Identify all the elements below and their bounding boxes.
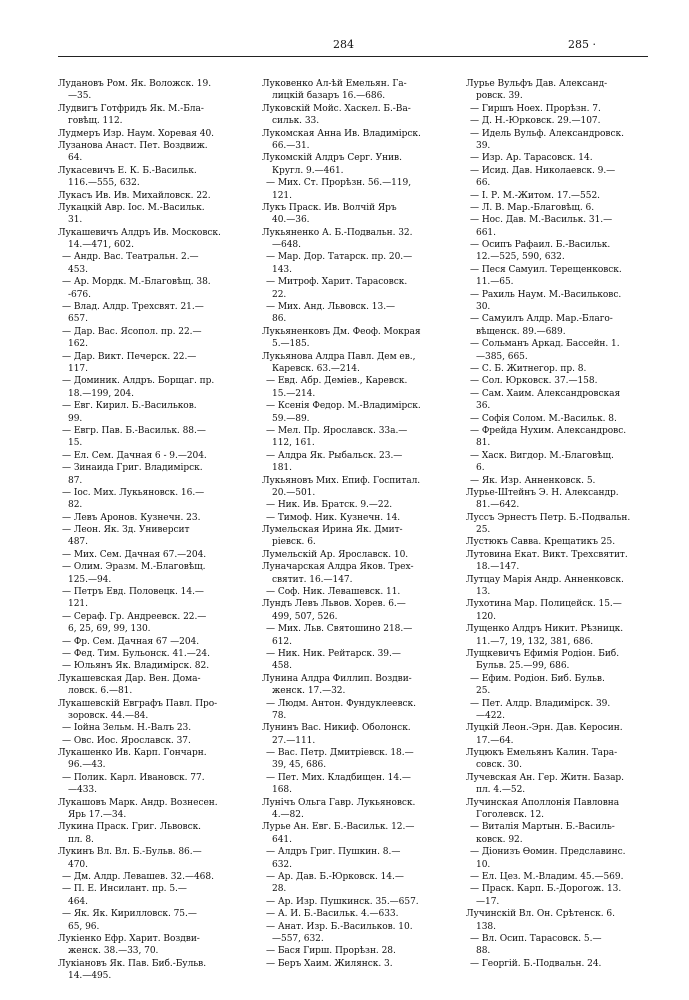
continuation-line: 5.—185. [272,339,310,350]
sub-entry-line: — Изр. Ар. Тарасовск. 14. [470,153,593,164]
sub-entry-line: — Митроф. Харит. Тарасовск. [266,277,408,288]
sub-entry-line: — Леон. Як. Зд. Университ [62,525,190,536]
sub-entry-line: — Ник. Ив. Братск. 9.—22. [266,500,393,511]
continuation-line: 86. [272,314,287,325]
continuation-line: 30. [476,302,491,313]
continuation-line: 81. [476,438,491,449]
sub-entry-line: — Сам. Хаим. Александровская [470,388,621,399]
continuation-line: Бульв. 25.—99, 686. [476,661,570,672]
entry-line: Лучевская Ан. Гер. Житн. Базар. [466,772,624,783]
sub-entry-line: — А. И. Б.-Васильк. 4.—633. [266,909,399,920]
entry-line: Лукашевичъ Алдръ Ив. Московск. [58,227,221,238]
entry-line: Лукинъ Вл. Вл. Б.-Бульв. 86.— [58,847,202,858]
continuation-line: 120. [476,611,496,622]
continuation-line: сильк. 33. [272,116,320,127]
sub-entry-line: — Ефим. Родіон. Биб. Бульв. [470,673,605,684]
entry-line: Луковенко Ал-ѣй Емельян. Га- [262,79,407,89]
entry-line: Лукасъ Ив. Ив. Михайловск. 22. [58,190,211,201]
continuation-line: —422. [476,710,505,721]
entry-line: Лукашовъ Марк. Андр. Вознесен. [58,797,218,808]
entry-line: Лукина Праск. Григ. Львовск. [58,822,202,833]
continuation-line: 138. [476,921,496,932]
continuation-line: —648. [272,240,301,251]
sub-entry-line: — Сол. Юрковск. 37.—158. [470,376,598,387]
directory-column-3 [466,78,656,988]
continuation-line: 25. [476,525,491,536]
continuation-line: 641. [272,834,292,845]
continuation-line: 162. [68,339,88,350]
entry-line: Лудановъ Ром. Як. Воложск. 19. [58,79,212,89]
continuation-line: 99. [68,413,83,424]
entry-line: Лурье Ан. Евг. Б.-Васильк. 12.— [262,822,415,833]
sub-entry-line: — Мих. Льв. Святошино 218.— [266,624,413,635]
sub-entry-line: — Ксенія Федор. М.-Владимірск. [266,401,421,412]
sub-entry-line: — Исид. Дав. Николаевск. 9.— [470,165,616,176]
entry-line: Лукашевская Дар. Вен. Дома- [58,673,201,684]
entry-line: Лукіенко Ефр. Харит. Воздви- [58,933,200,944]
continuation-line: 39. [476,140,491,151]
sub-entry-line: — Мар. Дор. Татарск. пр. 20.— [266,252,413,263]
entry-line: Лукашенко Ив. Карп. Гончарн. [58,748,207,759]
continuation-line: 487. [68,537,88,548]
entry-line: Лунічъ Ольга Гавр. Лукьяновск. [262,797,416,808]
continuation-line: 121. [272,190,292,201]
continuation-line: —17. [476,896,500,907]
continuation-line: говѣщ. 112. [68,116,123,127]
sub-entry-line: — Беръ Хаим. Жилянск. 3. [266,958,393,969]
sub-entry-line: — Гиршъ Ноех. Прорѣзн. 7. [470,103,601,114]
continuation-line: 87. [68,475,83,486]
entry-line: Лутовина Екат. Викт. Трехсвятит. [466,549,628,560]
continuation-line: 15. [68,438,83,449]
entry-line: Лукьяновъ Мих. Епиф. Госпитал. [262,475,421,486]
continuation-line: 66. [476,178,491,189]
continuation-line: пл. 4.—52. [476,785,526,796]
sub-entry-line: — Фрейда Нухим. Александровс. [470,425,627,436]
continuation-line: 15.—214. [272,388,316,399]
entry-line: Лукомскій Алдръ Серг. Унив. [262,153,402,164]
sub-entry-line: — І. Р. М.-Житом. 17.—552. [470,190,600,201]
entry-line: Лукасевичъ Е. К. Б.-Васильк. [58,165,197,176]
entry-line: Лудвигъ Готфридъ Як. М.-Бла- [58,103,204,114]
entry-line: Лустюкъ Савва. Крещатикъ 25. [466,537,616,548]
continuation-line: —385, 665. [476,351,528,362]
sub-entry-line: — Доминик. Алдръ. Борщаг. пр. [62,376,215,387]
entry-line: Лутцау Марія Андр. Анненковск. [466,574,624,585]
continuation-line: Каревск. 63.—214. [272,363,360,374]
continuation-line: 59.—89. [272,413,310,424]
sub-entry-line: — Вас. Петр. Дмитріевск. 18.— [266,748,414,759]
entry-line: Лукьяненковъ Дм. Феоф. Мокрая [262,326,421,337]
continuation-line: 20.—501. [272,487,316,498]
header-rule [58,56,648,57]
sub-entry-line: — Як. Як. Кирилловск. 75.— [62,909,197,920]
entry-line: Луцюкъ Емельянъ Калин. Тара- [466,748,618,759]
entry-line: Лучинскій Вл. Он. Срѣтенск. 6. [466,909,615,920]
continuation-line: женск. 38.—33, 70. [68,946,159,957]
continuation-line: совск. 30. [476,760,522,771]
continuation-line: 13. [476,587,491,598]
sub-entry-line: — Хаск. Вигдор. М.-Благовѣщ. [470,450,614,461]
continuation-line: 612. [272,636,292,647]
entry-line: Лумельская Ирина Як. Дмит- [262,525,403,536]
sub-entry-line: — Пет. Мих. Кладбищен. 14.— [266,772,411,783]
continuation-line: 10. [476,859,491,870]
sub-entry-line: — Бася Гирш. Прорѣзн. 28. [266,946,396,957]
sub-entry-line: — Влад. Алдр. Трехсвят. 21.— [62,302,204,313]
continuation-line: 31. [68,215,83,226]
sub-entry-line: — Праск. Карп. Б.-Дорогож. 13. [470,884,622,895]
sub-entry-line: — Л. В. Мар.-Благовѣщ. 6. [470,202,595,213]
continuation-line: 143. [272,264,292,275]
continuation-line: 11.—7, 19, 132, 381, 686. [476,636,594,647]
continuation-line: лицкій базаръ 16.—686. [272,91,386,102]
continuation-line: 18.—147. [476,562,520,573]
sub-entry-line: — Фед. Тим. Бульонск. 41.—24. [62,648,210,659]
sub-entry-line: — Дм. Алдр. Левашев. 32.—468. [62,872,214,882]
sub-entry-line: — Ел. Сем. Дачная 6 - 9.—204. [62,450,207,461]
continuation-line: 4.—82. [272,810,304,821]
sub-entry-line: — Петръ Евд. Половецк. 14.— [62,587,204,598]
sub-entry-line: — Полик. Карл. Ивановск. 77. [62,772,205,783]
continuation-line: 22. [272,289,287,300]
page-number-left: 284 [333,38,354,51]
sub-entry-line: — Дар. Викт. Печерск. 22.— [62,351,197,362]
continuation-line: ровск. 39. [476,91,523,102]
continuation-line: женск. 17.—32. [272,686,346,697]
continuation-line: 470. [68,859,88,870]
continuation-line: 27.—111. [272,735,316,746]
continuation-line: 657. [68,314,88,325]
sub-entry-line: — Песя Самуил. Терещенковск. [470,264,622,275]
continuation-line: 28. [272,884,287,895]
continuation-line: 458. [272,661,292,672]
sub-entry-line: — Софія Солом. М.-Васильк. 8. [470,413,617,424]
entry-line: Луначарская Алдра Яков. Трех- [262,562,414,573]
sub-entry-line: — Овс. Иос. Ярославск. 37. [62,735,191,746]
sub-entry-line: — Анат. Изр. Б.-Васильков. 10. [266,921,413,932]
continuation-line: 112, 161. [272,438,315,449]
entry-line: Лурье Вульфъ Дав. Александ- [466,79,608,89]
entry-line: Лумельскій Ар. Ярославск. 10. [262,549,409,560]
continuation-line: 117. [68,363,88,374]
continuation-line: —557, 632. [272,933,324,944]
sub-entry-line: — Мих. Анд. Львовск. 13.— [266,302,396,313]
continuation-line: 17.—64. [476,735,514,746]
sub-entry-line: — Фр. Сем. Дачная 67 —204. [62,636,200,647]
continuation-line: Гоголевск. 12. [476,810,544,821]
continuation-line: 78. [272,710,287,721]
sub-entry-line: — Евд. Абр. Деміев., Каревск. [266,376,408,387]
sub-entry-line: — П. Е. Инсилант. пр. 5.— [62,884,187,895]
continuation-line: 499, 507, 526. [272,611,338,622]
sub-entry-line: — Ник. Ник. Рейтарск. 39.— [266,648,401,659]
continuation-line: 6, 25, 69, 99, 130. [68,624,151,635]
entry-line: Лудмеръ Изр. Наум. Хоревая 40. [58,128,215,139]
sub-entry-line: — Іос. Мих. Лукьяновск. 16.— [62,487,205,498]
sub-entry-line: — Зинаида Григ. Владимірск. [62,463,203,474]
sub-entry-line: — Людм. Антон. Фундуклеевск. [266,698,416,709]
continuation-line: 14.—495. [68,971,112,982]
sub-entry-line: — Ар. Изр. Пушкинск. 35.—657. [266,896,419,907]
sub-entry-line: — Юльянъ Як. Владимірск. 82. [62,661,210,672]
continuation-line: 82. [68,500,83,511]
continuation-line: 96.—43. [68,760,106,771]
sub-entry-line: — Мих. Сем. Дачная 67.—204. [62,549,207,560]
sub-entry-line: — Іойна Зельм. Н.-Валъ 23. [62,723,192,734]
entry-line: Лукашевскій Евграфъ Павл. Про- [58,698,218,709]
continuation-line: 14.—471, 602. [68,240,134,251]
continuation-line: 18.—199, 204. [68,388,134,399]
entry-line: Лунинъ Вас. Никиф. Оболонск. [262,723,411,734]
continuation-line: ріевск. 6. [272,537,316,548]
directory-column-1 [58,78,248,988]
entry-line: Лукьяненко А. Б.-Подвальн. 32. [262,227,413,238]
sub-entry-line: — Алдръ Григ. Пушкин. 8.— [266,847,401,858]
sub-entry-line: — Мел. Пр. Ярославск. 33а.— [266,425,408,436]
sub-entry-line: — Дар. Вас. Ясопол. пр. 22.— [62,326,202,337]
continuation-line: 11.—65. [476,277,514,288]
continuation-line: вѣщенск. 89.—689. [476,326,566,337]
sub-entry-line: — Ар. Дав. Б.-Юрковск. 14.— [266,872,404,882]
sub-entry-line: — Мих. Ст. Прорѣзн. 56.—119, [266,178,412,189]
sub-entry-line: — Пет. Алдр. Владимірск. 39. [470,698,611,709]
entry-line: Лурье-Штейнъ Э. Н. Александр. [466,487,619,498]
continuation-line: 453. [68,264,88,275]
sub-entry-line: — Вл. Осип. Тарасовск. 5.— [470,933,602,944]
continuation-line: 39, 45, 686. [272,760,327,771]
sub-entry-line: — Діонизъ Ѳомин. Предславинс. [470,847,626,858]
entry-line: Луковскій Мойс. Хаскел. Б.-Ва- [262,103,411,114]
entry-line: Лущкевичъ Ефимія Родіон. Биб. [466,648,620,659]
continuation-line: 632. [272,859,292,870]
sub-entry-line: — Осипъ Рафаил. Б.-Васильк. [470,240,611,251]
continuation-line: 661. [476,227,496,238]
sub-entry-line: — Сольманъ Аркад. Бассейн. 1. [470,339,620,350]
continuation-line: 40.—36. [272,215,310,226]
continuation-line: 36. [476,401,491,412]
continuation-line: 181. [272,463,292,474]
entry-line: Лущенко Алдръ Никит. Рѣзницк. [466,624,624,635]
sub-entry-line: — Тимоф. Ник. Кузнечн. 14. [266,512,401,523]
entry-line: Лунина Алдра Филлип. Воздви- [262,673,412,684]
sub-entry-line: — Рахиль Наум. М.-Васильковс. [470,289,622,300]
entry-line: Лукіановъ Як. Пав. Биб.-Бульв. [58,958,207,969]
sub-entry-line: — Идель Вульф. Александровск. [470,128,624,139]
sub-entry-line: — Алдра Як. Рыбальск. 23.— [266,450,403,461]
continuation-line: святит. 16.—147. [272,574,353,585]
continuation-line: —35. [68,91,92,102]
entry-line: Лузанова Анаст. Пет. Воздвиж. [58,140,208,151]
continuation-line: зоровск. 44.—84. [68,710,149,721]
continuation-line: 116.—555, 632. [68,178,140,189]
sub-entry-line: — Евгр. Пав. Б.-Васильк. 88.— [62,425,206,436]
entry-line: Луцкій Леон.-Эрн. Дав. Керосин. [466,723,623,734]
continuation-line: Ярь 17.—34. [68,810,127,821]
continuation-line: 6. [476,463,485,474]
entry-line: Лучинская Аполлонія Павловна [466,797,620,808]
sub-entry-line: — Ар. Мордк. М.-Благовѣщ. 38. [62,277,211,288]
sub-entry-line: — С. Б. Житнегор. пр. 8. [470,363,587,374]
entry-line: Лукъ Праск. Ив. Волчій Яръ [262,202,397,213]
page-number-right: 285 · [568,38,596,51]
continuation-line: 65, 96. [68,921,100,932]
entry-line: Луссъ Эрнестъ Петр. Б.-Подвальн. [466,512,631,523]
continuation-line: —433. [68,785,97,796]
continuation-line: 64. [68,153,83,164]
entry-line: Лукомская Анна Ив. Владимірск. [262,128,421,139]
sub-entry-line: — Нос. Дав. М.-Васильк. 31.— [470,215,613,226]
sub-entry-line: — Самуилъ Алдр. Мар.-Благо- [470,314,613,325]
continuation-line: 125.—94. [68,574,112,585]
sub-entry-line: — Георгій. Б.-Подвальн. 24. [470,958,602,969]
continuation-line: 25. [476,686,491,697]
continuation-line: -676. [68,289,91,300]
continuation-line: 12.—525, 590, 632. [476,252,565,263]
sub-entry-line: — Виталія Мартын. Б.-Василь- [470,822,615,833]
entry-line: Лухотина Мар. Полицейск. 15.— [466,599,622,610]
entry-line: Лундъ Левъ Львов. Хорев. 6.— [262,599,406,610]
continuation-line: ловск. 6.—81. [68,686,133,697]
sub-entry-line: — Ел. Цез. М.-Владим. 45.—569. [470,872,624,882]
sub-entry-line: — Евг. Кирил. Б.-Васильков. [62,401,197,412]
sub-entry-line: — Соф. Ник. Левашевск. 11. [266,587,401,598]
continuation-line: пл. 8. [68,834,94,845]
continuation-line: 81.—642. [476,500,520,511]
directory-columns [58,78,658,988]
continuation-line: ковск. 92. [476,834,523,845]
continuation-line: 66.—31. [272,140,310,151]
sub-entry-line: — Левъ Аронов. Кузнечн. 23. [62,512,201,523]
sub-entry-line: — Олим. Эразм. М.-Благовѣщ. [62,562,206,573]
sub-entry-line: — Д. Н.-Юрковск. 29.—107. [470,116,601,127]
continuation-line: 168. [272,785,292,796]
continuation-line: 121. [68,599,88,610]
continuation-line: 88. [476,946,491,957]
continuation-line: Кругл. 9.—461. [272,165,344,176]
sub-entry-line: — Андр. Вас. Театральн. 2.— [62,252,199,263]
entry-line: Лукацкій Авр. Іос. М.-Васильк. [58,202,205,213]
directory-column-2 [262,78,452,988]
sub-entry-line: — Як. Изр. Анненковск. 5. [470,475,596,486]
sub-entry-line: — Сераф. Гр. Андреевск. 22.— [62,611,207,622]
continuation-line: 464. [68,896,88,907]
entry-line: Лукьянова Алдра Павл. Дем ев., [262,351,416,362]
